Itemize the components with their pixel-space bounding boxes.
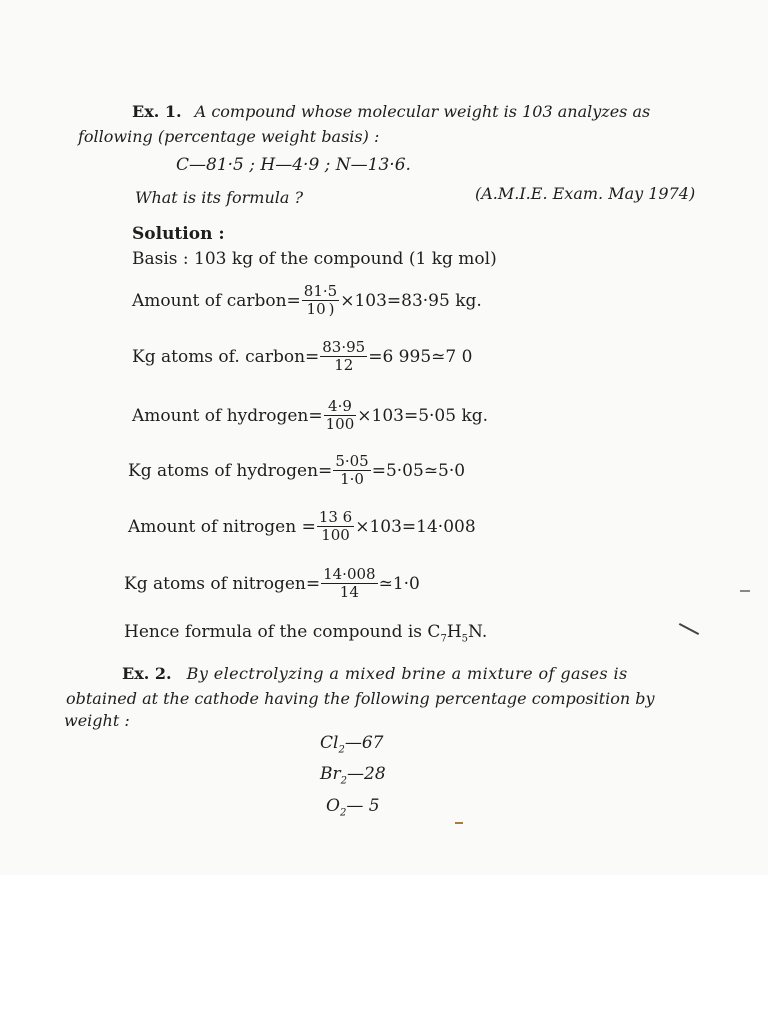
ex1-source: (A.M.I.E. Exam. May 1974) bbox=[475, 184, 696, 203]
carbon-atoms-equation bbox=[132, 339, 472, 374]
nitrogen-amount-equation bbox=[128, 509, 476, 544]
nitrogen-atoms-equation bbox=[124, 566, 420, 601]
carbon-amount-fraction bbox=[302, 283, 339, 318]
formula-c-subscript: 7 bbox=[440, 633, 447, 645]
conclusion-text: Hence formula of the compound is C bbox=[124, 622, 441, 642]
ex2-line2: obtained at the cathode having the following percentage composition by bbox=[66, 689, 655, 708]
hydrogen-amount-equation bbox=[132, 398, 488, 433]
hydrogen-atoms-denominator: 1·0 bbox=[340, 470, 364, 488]
carbon-atoms-denominator: 12 bbox=[334, 356, 354, 374]
carbon-atoms-fraction bbox=[320, 339, 367, 374]
ex1-question-line2: following (percentage weight basis) : bbox=[78, 127, 380, 146]
hydrogen-amount-denominator: 100 bbox=[325, 415, 355, 433]
ex1-ask: What is its formula ? bbox=[135, 188, 304, 207]
hydrogen-atoms-result: =5·05≃5·0 bbox=[371, 460, 466, 481]
carbon-atoms-label: Kg atoms of. carbon= bbox=[132, 346, 320, 367]
ex1-composition: C—81·5 ; H—4·9 ; N—13·6. bbox=[176, 155, 411, 175]
ex2-label: Ex. 2. bbox=[122, 664, 172, 683]
solution-basis: Basis : 103 kg of the compound (1 kg mol) bbox=[132, 249, 497, 269]
carbon-atoms-numerator: 83·95 bbox=[322, 338, 366, 356]
ex2-item-oxygen: $O_2—$ 5 bbox=[326, 795, 380, 819]
nitrogen-amount-label: Amount of nitrogen = bbox=[128, 516, 316, 537]
formula-h: H bbox=[446, 622, 462, 642]
ex2-line3: weight : bbox=[64, 711, 130, 730]
nitrogen-atoms-denominator: 14 bbox=[339, 583, 359, 601]
hydrogen-amount-result: ×103=5·05 kg. bbox=[357, 405, 489, 426]
hydrogen-atoms-label: Kg atoms of hydrogen= bbox=[128, 460, 333, 481]
nitrogen-amount-result: ×103=14·008 bbox=[355, 516, 476, 537]
nitrogen-atoms-label: Kg atoms of nitrogen= bbox=[124, 573, 321, 594]
scan-speck bbox=[740, 590, 750, 592]
carbon-atoms-result: =6 995≃7 0 bbox=[368, 346, 473, 367]
ex1-label: Ex. 1. bbox=[132, 102, 182, 121]
nitrogen-amount-numerator: 13 6 bbox=[318, 508, 353, 526]
carbon-amount-numerator: 81·5 bbox=[303, 282, 338, 300]
ex1-question-text: A compound whose molecular weight is 103 analyzes as bbox=[194, 102, 651, 121]
carbon-amount-denominator: 10 ) bbox=[306, 300, 335, 318]
ex2-item-chlorine: $Cl_2—67$ bbox=[320, 733, 384, 756]
carbon-amount-result: ×103=83·95 kg. bbox=[340, 290, 482, 311]
hydrogen-amount-label: Amount of hydrogen= bbox=[132, 405, 323, 426]
formula-h-subscript: 5 bbox=[461, 633, 469, 645]
formula-end: N. bbox=[468, 622, 488, 642]
scan-speck bbox=[455, 822, 463, 824]
hydrogen-amount-fraction bbox=[324, 398, 357, 433]
ex2-text1: By electrolyzing a mixed brine a mixture of gases is bbox=[186, 664, 628, 683]
nitrogen-amount-denominator: 100 bbox=[321, 526, 350, 544]
nitrogen-atoms-fraction bbox=[321, 566, 378, 601]
hydrogen-amount-numerator: 4·9 bbox=[324, 398, 357, 416]
solution-heading: Solution : bbox=[132, 224, 225, 244]
hydrogen-atoms-equation bbox=[128, 453, 465, 488]
nitrogen-atoms-numerator: 14·008 bbox=[323, 565, 376, 583]
hydrogen-atoms-fraction bbox=[333, 453, 370, 488]
ex2-composition-list bbox=[320, 731, 386, 825]
ex2-item-bromine: $Br_2—28$ bbox=[320, 764, 386, 787]
solution-conclusion bbox=[124, 622, 487, 644]
ex2-line1 bbox=[122, 664, 628, 683]
nitrogen-atoms-result: ≃1·0 bbox=[378, 573, 420, 594]
carbon-amount-label: Amount of carbon= bbox=[132, 290, 301, 311]
carbon-amount-equation bbox=[132, 283, 482, 318]
hydrogen-atoms-numerator: 5·05 bbox=[335, 452, 369, 470]
nitrogen-amount-fraction bbox=[317, 509, 354, 544]
ex1-question-line1 bbox=[132, 102, 650, 121]
